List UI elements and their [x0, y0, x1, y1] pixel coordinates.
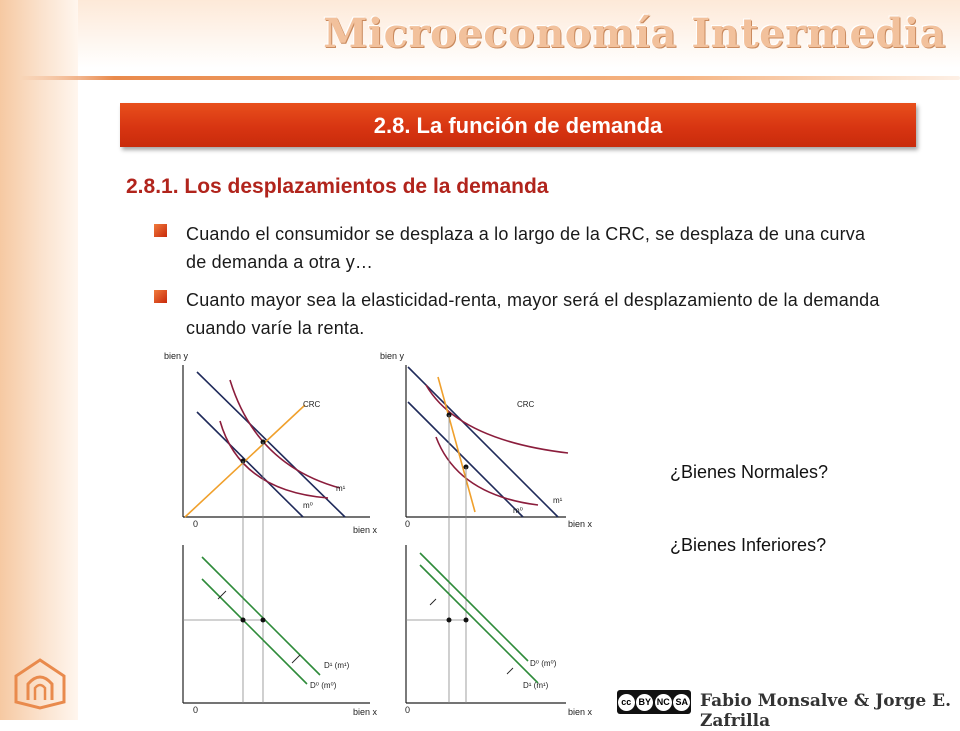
m1-label: m¹: [336, 484, 346, 493]
demand-point-0: [241, 618, 246, 623]
section-title-bar: [120, 103, 916, 147]
bullet-marker-icon: [154, 224, 167, 237]
crc-label: CRC: [517, 400, 535, 409]
m1-label: m¹: [553, 496, 563, 505]
origin-label: 0: [193, 705, 199, 715]
graph-normal-good-demand: [160, 535, 390, 720]
demand-curve-d1: [420, 565, 538, 683]
d0-label: D⁰ (m⁰): [530, 659, 557, 668]
cc-icon: cc: [618, 694, 635, 711]
x-axis-label: bien x: [353, 525, 378, 535]
crc-curve: [438, 377, 475, 512]
m0-label: m⁰: [303, 501, 313, 510]
question-normal-goods: ¿Bienes Normales?: [670, 462, 829, 482]
crc-label: CRC: [303, 400, 321, 409]
graph-inferior-good-demand: [378, 535, 608, 720]
creative-commons-license-badge: [617, 690, 691, 714]
header-divider: [20, 76, 960, 80]
y-axis-label: bien y: [380, 351, 405, 361]
shift-arrow-icon: [507, 668, 513, 674]
d0-label: D⁰ (m⁰): [310, 681, 337, 690]
shift-arrow-icon: [292, 655, 300, 663]
shift-arrow-icon: [430, 599, 436, 605]
graph-normal-good-top: [160, 345, 390, 535]
y-axis-label: bien y: [164, 351, 189, 361]
indifference-curve-1: [426, 385, 568, 453]
demand-point-1: [447, 618, 452, 623]
indifference-curve-0: [220, 421, 328, 498]
bullet-item-1: [160, 220, 880, 276]
university-logo-icon: [12, 658, 68, 710]
d1-label: D¹ (m¹): [324, 661, 350, 670]
x-axis-label: bien x: [568, 519, 593, 529]
bullet-text: Cuanto mayor sea la elasticidad-renta, mayor será el desplazamiento de la demanda cuando varíe la renta.: [186, 290, 880, 338]
subsection-heading: 2.8.1. Los desplazamientos de la demanda: [126, 175, 549, 198]
demand-curve-d0: [202, 579, 307, 684]
origin-label: 0: [193, 519, 199, 529]
budget-line-m0: [197, 412, 303, 517]
noncommercial-icon: NC: [655, 694, 672, 711]
graph-inferior-good-top: [378, 345, 608, 535]
bullet-text: Cuando el consumidor se desplaza a lo largo de la CRC, se desplaza de una curva de demanda a otra y…: [186, 224, 866, 272]
demand-point-0: [464, 618, 469, 623]
indifference-curve-0: [436, 437, 538, 505]
x-axis-label: bien x: [568, 707, 593, 717]
section-title: 2.8. La función de demanda: [373, 113, 663, 138]
budget-line-m1: [408, 367, 558, 517]
author-credits: Fabio Monsalve & Jorge E. Zafrilla: [700, 691, 952, 731]
x-axis-label: bien x: [353, 707, 378, 717]
origin-label: 0: [405, 519, 411, 529]
demand-curve-d1: [202, 557, 320, 675]
attribution-icon: BY: [636, 694, 653, 711]
m0-label: m⁰: [513, 506, 523, 515]
demand-point-1: [261, 618, 266, 623]
indifference-curve-1: [230, 380, 340, 488]
budget-line-m1: [197, 372, 345, 517]
bullet-item-2: [160, 286, 880, 342]
question-inferior-goods: ¿Bienes Inferiores?: [670, 535, 827, 555]
demand-curve-d0: [420, 553, 528, 661]
origin-label: 0: [405, 705, 411, 715]
sharealike-icon: SA: [673, 694, 690, 711]
budget-line-m0: [408, 402, 523, 517]
shift-arrow-icon: [218, 591, 226, 599]
left-decorative-band: [0, 0, 78, 720]
d1-label: D¹ (m¹): [523, 681, 549, 690]
bullet-marker-icon: [154, 290, 167, 303]
course-title: Microeconomía Intermedia: [323, 10, 946, 57]
